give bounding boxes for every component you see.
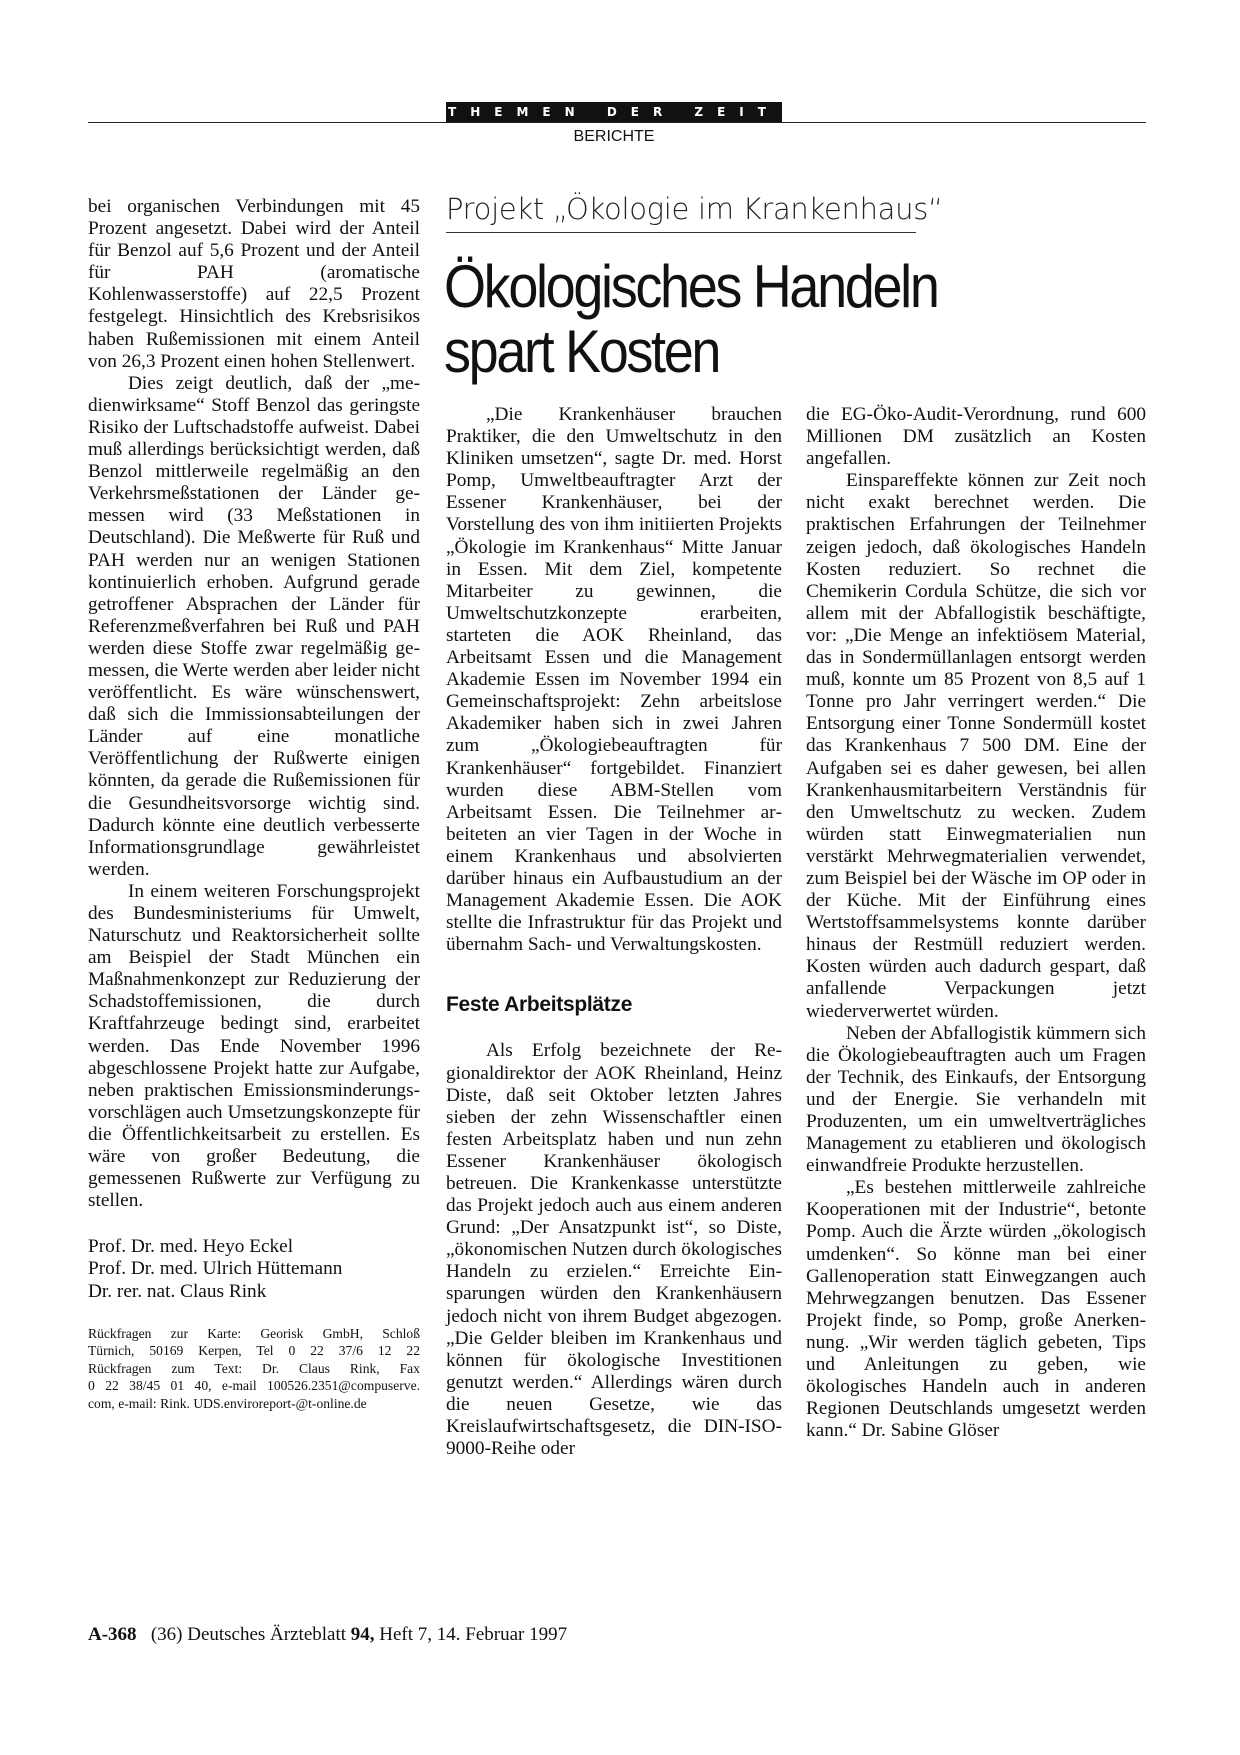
kicker-rule [446, 232, 916, 233]
contact-line: Rückfragen zum Text: Dr. Claus Rink, Fax [88, 1360, 420, 1376]
section-label: BERICHTE [573, 128, 655, 145]
paragraph: bei organischen Verbindungen mit 45 Prozent angesetzt. Dabei wird der Anteil für Benzol auf 5,6 Prozent und der Anteil für PAH (aromatische Kohlenwasserstoffe) auf 22,5 Prozent festgelegt. Hinsichtlich des Krebsrisikos haben Rußemissionen mit einem Anteil von 26,3 Prozent einen hohen Stellenwert. [88, 196, 420, 372]
volume-number: 94, [350, 1624, 375, 1645]
headline-line: Ökologisches Handeln [444, 253, 938, 320]
paragraph: In einem weiteren Forschungsprojekt des Bundesministeriums für Umwelt, Naturschutz und Reaktorsicherheit sollte am Beispiel der Stadt München ein Maßnahmenkonzept zur Reduzierung der Schadstoffemissionen, die durch Kraftfahrzeuge bedingt sind, erarbeitet werden. Das Ende November 1996 abgeschlossene Projekt hatte zur Aufgabe, neben praktischen Emissionsminderungsvorschlägen auch Umsetzungskonzepte für die Öffentlichkeitsarbeit zu erstellen. Es wäre von großer Bedeutung, die gemessenen Rußwerte zur Verfügung zu stellen. [88, 880, 420, 1212]
article-kicker: Projekt „Ökologie im Krankenhaus“ [446, 192, 943, 226]
headline-line: spart Kosten [444, 318, 720, 385]
author-name: Prof. Dr. med. Heyo Eckel [88, 1236, 294, 1258]
issue-date: Heft 7, 14. Februar 1997 [379, 1624, 568, 1645]
column-3 [806, 404, 1146, 1442]
column-2 [446, 404, 782, 1460]
contact-line: Rückfragen zur Karte: Georisk GmbH, Schloß [88, 1325, 420, 1341]
contact-note [88, 1325, 420, 1413]
paragraph: „Die Krankenhäuser brauchen Praktiker, die den Umweltschutz in den Kliniken umsetzen“, sagte Dr. med. Horst Pomp, Umweltbeauftragter Arzt der Essener Krankenhäuser, bei der Vorstellung des von ihm initiierten Projekts „Ökologie im Krankenhaus“ Mitte Januar in Essen. Mit dem Ziel, kompetente Mitarbeiter zu gewinnen, die Umweltschutzkonzepte erarbeiten, starteten die AOK Rheinland, das Arbeitsamt Essen und die Management Akademie Essen im November 1994 ein Gemeinschaftsprojekt: Zehn arbeitslose Akademiker haben sich in zwei Jahren zum „Ökologiebeauftragten für Krankenhäuser“ fortgebildet. Finanziert wurden diese ABM-Stellen vom Arbeitsamt Essen. Die Teilnehmer arbeiteten an vier Tagen in der Woche in einem Krankenhaus und absolvierten darüber hinaus ein Aufbaustudium an der Management Akademie Essen. Die AOK stellte die Infrastruktur für das Projekt und übernahm Sach- und Verwaltungskosten. [446, 404, 782, 956]
header-rule [88, 122, 1146, 123]
author-list [88, 1236, 420, 1302]
page-footer [88, 1624, 567, 1646]
author-name: Dr. rer. nat. Claus Rink [88, 1280, 267, 1302]
article-headline [444, 254, 1074, 384]
page-number: A-368 [88, 1624, 137, 1645]
paragraph: Als Erfolg bezeichnete der Regionaldirektor der AOK Rheinland, Heinz Diste, daß seit Oktober letzten Jahres sieben der zehn Wissenschaftler einen festen Arbeitsplatz haben und nun zehn Essener Krankenhäuser ökologisch betreuen. Die Krankenkasse unterstützte das Projekt jedoch auch aus einem anderen Grund: „Der Ansatzpunkt ist“, so Diste, „ökonomischen Nutzen durch ökologisches Handeln zu erzielen.“ Erreichte Einsparungen würden den Krankenhäusern jedoch nicht von ihrem Budget abgezogen. „Die Gelder bleiben im Krankenhaus und können für ökologische Investitionen genutzt werden.“ Allerdings wären durch die neuen Gesetze, wie das Kreislaufwirtschaftsgesetz, die DIN-ISO-9000-Reihe oder [446, 1040, 782, 1460]
paragraph: die EG-Öko-Audit-Verordnung, rund 600 Millionen DM zusätzlich an Kosten angefallen. [806, 404, 1146, 470]
journal-name: (36) Deutsches Ärzteblatt [150, 1624, 347, 1645]
author-name: Prof. Dr. med. Ulrich Hüttemann [88, 1258, 343, 1280]
paragraph: „Es bestehen mittlerweile zahlreiche Kooperationen mit der Industrie“, betonte Pomp. Auch die Ärzte würden „ökologisch umdenken“. So könne man bei einer Gallenoperation statt Einwegzangen auch Mehrwegzangen benutzen. Das Essener Projekt finde, so Pomp, große Anerkennung. „Wir werden täglich gebeten, Tips und Anleitungen zu geben, wie ökologisches Handeln auch in anderen Regionen Deutschlands umgesetzt werden kann.“ Dr. Sabine Glöser [806, 1177, 1146, 1442]
paragraph: Dies zeigt deutlich, daß der „medienwirksame“ Stoff Benzol das geringste Risiko der Luftschadstoffe aufweist. Dabei muß allerdings berücksichtigt werden, daß Benzol mittlerweile regelmäßig an den Verkehrsmeßstationen der Länder gemessen wird (33 Meßstationen in Deutschland). Die Meßwerte für Ruß und PAH werden nur an wenigen Stationen kontinuierlich erhoben. Aufgrund gerade getroffener Absprachen der Länder für Referenzmeßverfahren bei Ruß und PAH werden diese Stoffe zwar regelmäßig gemessen, die Werte werden aber leider nicht veröffentlicht. Es wäre wünschenswert, daß sich die Immissionsabteilungen der Länder auf eine monatliche Veröffentlichung der Rußwerte einigen könnten, da gerade die Rußemissionen für die Gesundheitsvorsorge wichtig sind. Dadurch könnte eine deutlich verbesserte Informationsgrundlage gewährleistet werden. [88, 372, 420, 880]
column-1 [88, 196, 420, 1413]
paragraph: Einspareffekte können zur Zeit noch nicht exakt berechnet werden. Die praktischen Erfahrungen der Teilnehmer zeigen jedoch, daß ökologisches Handeln Kosten reduziert. So rechnet die Chemikerin Cordula Schütze, die sich vor allem mit der Abfallogistik beschäftigte, vor: „Die Menge an infektiösem Material, das in Sondermüllanlagen entsorgt werden muß, konnte um 85 Prozent von 8,5 auf 1 Tonne pro Jahr verringert werden.“ Die Entsorgung einer Tonne Sondermüll kostet das Krankenhaus 7 500 DM. Eine der Aufgaben sei es daher gewesen, bei allen Krankenhausmitarbeitern Verständnis für den Umweltschutz zu wecken. Zudem würden statt Einwegmaterialien nun verstärkt Mehrwegmaterialien verwendet, zum Beispiel bei der Wäsche im OP oder in der Küche. Mit der Einführung eines Wertstoffsammelsystems konnte darüber hinaus der Restmüll reduziert werden. Kosten würden auch dadurch gespart, daß anfallende Verpackungen jetzt wiederverwertet würden. [806, 470, 1146, 1022]
section-kicker: THEMEN DER ZEIT [446, 102, 782, 122]
subheading: Feste Arbeitsplätze [446, 993, 633, 1017]
contact-line: 0 22 38/45 01 40, e-mail 100526.2351@compuserve. [88, 1378, 420, 1394]
contact-line: Türnich, 50169 Kerpen, Tel 0 22 37/6 12 22 [88, 1343, 420, 1359]
contact-line: com, e-mail: Rink. UDS.enviroreport-@t-online.de [88, 1395, 367, 1411]
paragraph: Neben der Abfallogistik kümmern sich die Ökologiebeauftragten auch um Fragen der Technik, des Einkaufs, der Entsorgung und der Energie. Sie verhandeln mit Produzenten, um ein umweltverträgliches Management zu etablieren und ökologisch einwandfreie Produkte herzustellen. [806, 1022, 1146, 1177]
